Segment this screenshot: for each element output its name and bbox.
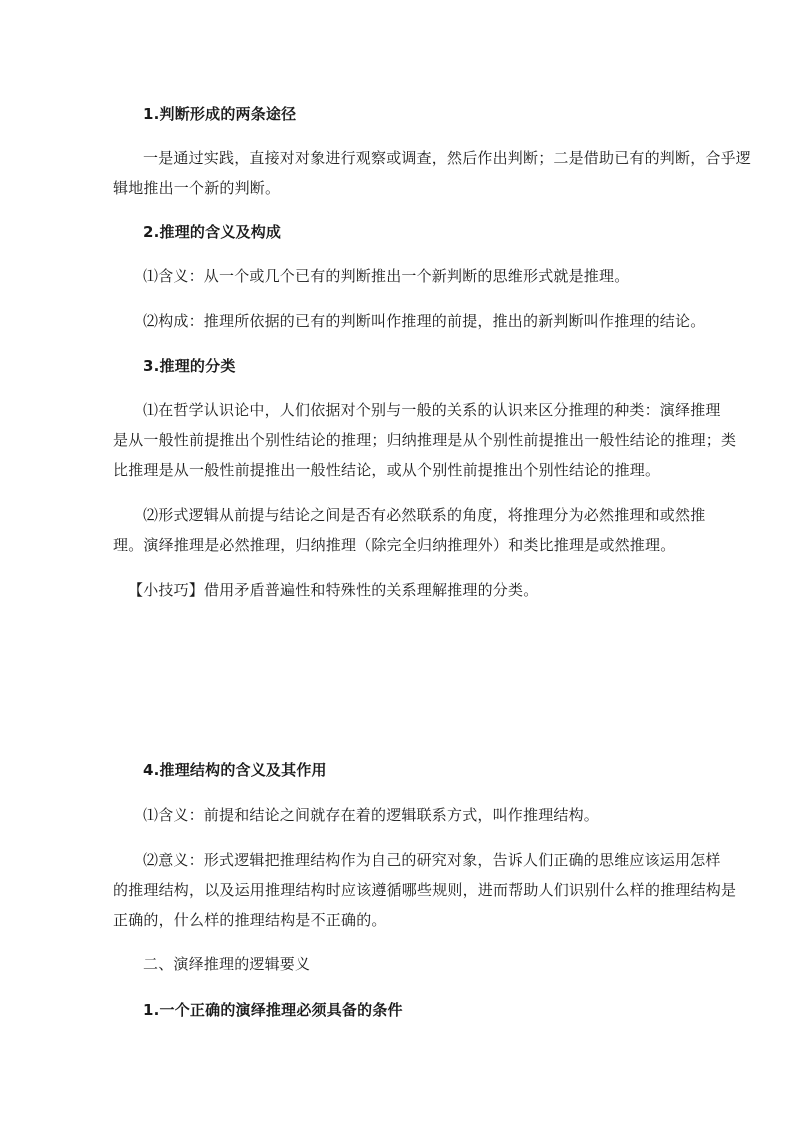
paragraph-structure-significance-line-3: 正确的，什么样的推理结构是不正确的。 [113,911,387,929]
paragraph-structure-meaning: ⑴含义：前提和结论之间就存在着的逻辑联系方式，叫作推理结构。 [143,806,600,824]
heading-inference-meaning: 2.推理的含义及构成 [143,223,282,241]
heading-inference-classification: 3.推理的分类 [143,357,236,375]
heading-judgment-paths: 1.判断形成的两条途径 [143,105,297,123]
paragraph-inference-composition: ⑵构成：推理所依据的已有的判断叫作推理的前提，推出的新判断叫作推理的结论。 [143,312,706,330]
section-heading-deductive: 二、演绎推理的逻辑要义 [143,955,311,973]
paragraph-classification-1-line-3: 比推理是从一般性前提推出一般性结论，或从个别性前提推出个别性结论的推理。 [113,461,661,479]
paragraph-judgment-paths-line-1: 一是通过实践，直接对对象进行观察或调查，然后作出判断；二是借助已有的判断，合乎逻 [143,149,752,167]
paragraph-inference-meaning: ⑴含义：从一个或几个已有的判断推出一个新判断的思维形式就是推理。 [143,267,630,285]
paragraph-classification-1-line-1: ⑴在哲学认识论中，人们依据对个别与一般的关系的认识来区分推理的种类：演绎推理 [143,401,721,419]
paragraph-classification-1-line-2: 是从一般性前提推出个别性结论的推理；归纳推理是从个别性前提推出一般性结论的推理；类 [113,431,737,449]
paragraph-classification-2-line-1: ⑵形式逻辑从前提与结论之间是否有必然联系的角度，将推理分为必然推理和或然推 [143,506,706,524]
paragraph-classification-2-line-2: 理。演绎推理是必然推理，归纳推理（除完全归纳推理外）和类比推理是或然推理。 [113,536,676,554]
heading-deductive-conditions: 1.一个正确的演绎推理必须具备的条件 [143,1001,403,1019]
heading-inference-structure: 4.推理结构的含义及其作用 [143,761,327,779]
paragraph-judgment-paths-line-2: 辑地推出一个新的判断。 [113,179,281,197]
paragraph-structure-significance-line-1: ⑵意义：形式逻辑把推理结构作为自己的研究对象，告诉人们正确的思维应该运用怎样 [143,851,721,869]
paragraph-structure-significance-line-2: 的推理结构，以及运用推理结构时应该遵循哪些规则，进而帮助人们识别什么样的推理结构是 [113,881,737,899]
tip-note: 【小技巧】借用矛盾普遍性和特殊性的关系理解推理的分类。 [128,581,539,599]
